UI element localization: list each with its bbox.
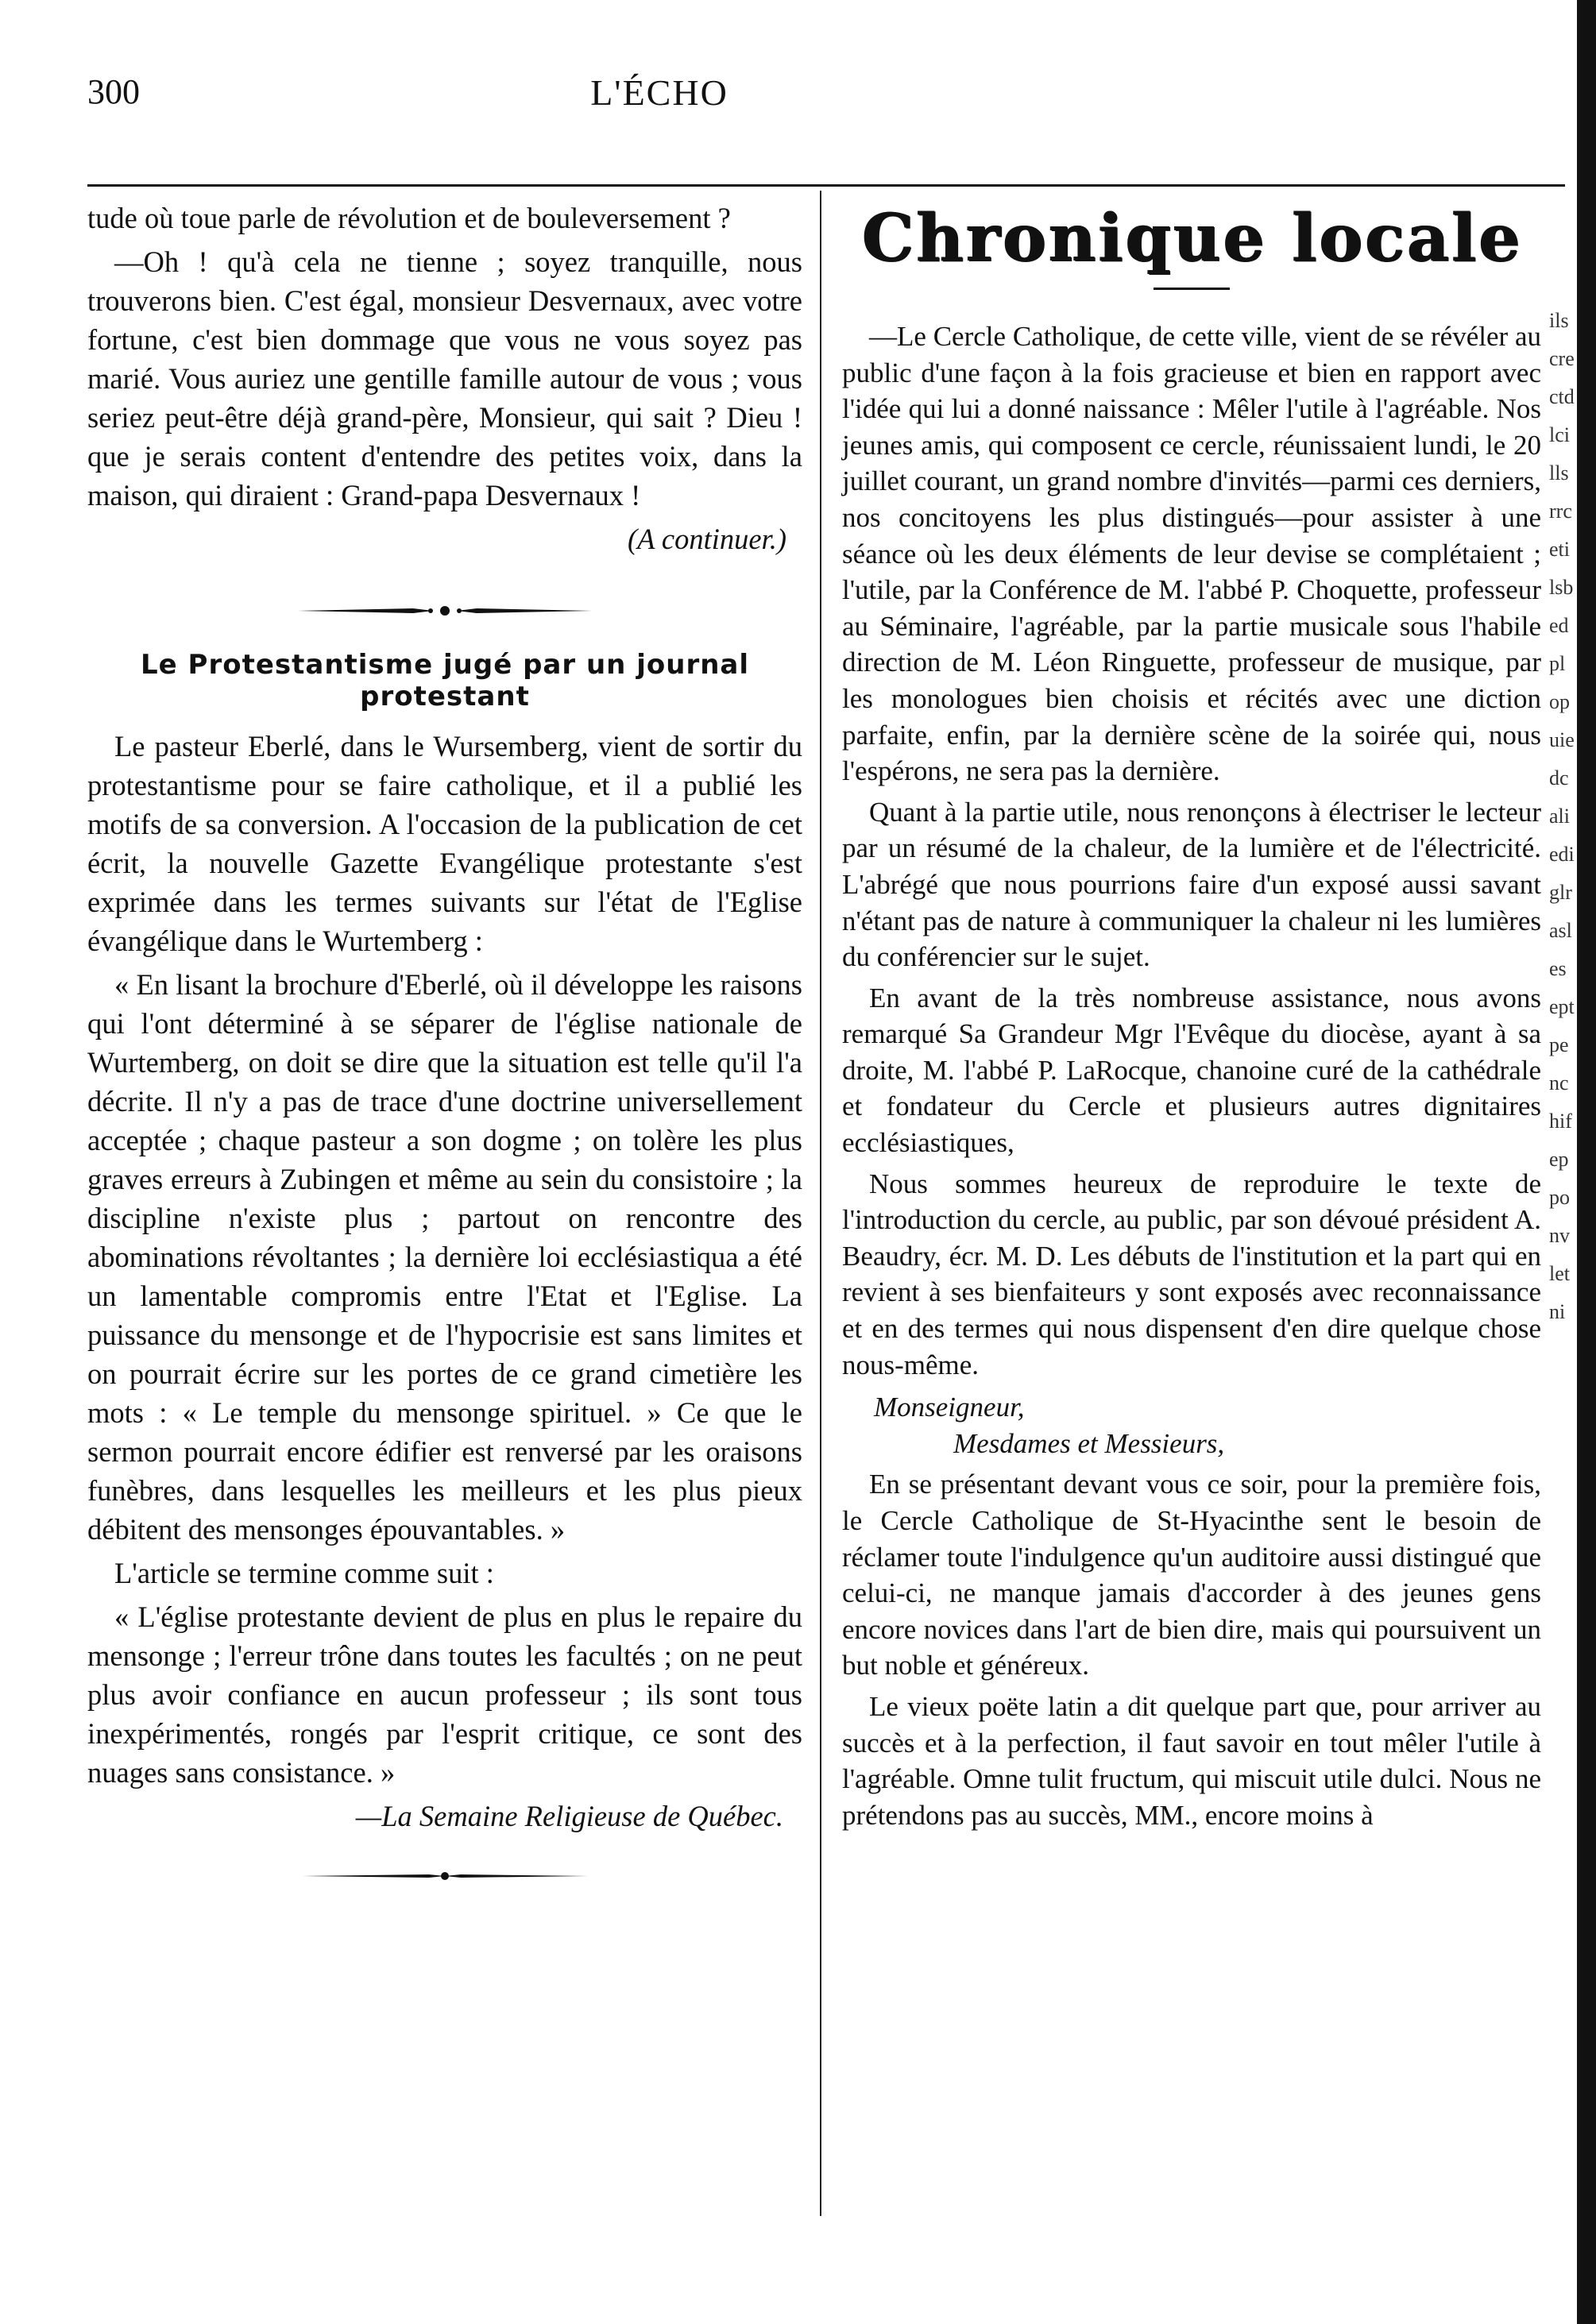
article-quote-paragraph: « En lisant la brochure d'Eberlé, où il développe les raisons qui l'ont déterminé à se séparer de l'église nationale de Wurtemberg, on doit se dire que la situation est telle qu'il l'a décrite. Il n'y a pas de trace d'une doctrine universellement acceptée ; chaque pasteur a son dogme ; on tolère les plus graves erreurs à Zubingen et même au sein du consistoire ; la discipline n'existe plus ; partout on rencontre des abominations révoltantes ; la dernière loi ecclésiastiqua a été un lamentable compromis entre l'Etat et l'Eglise. La puissance du mensonge et de l'hypocrisie est sans limites et on pourrait écrire sur les portes de ce grand cimetière les mots : « Le temple du mensonge spirituel. » Ce que le sermon pourrait encore édifier est renversé par les oraisons funèbres, dans lesquelles les meilleurs et les plus pieux débitent des mensonges épouvantables. » xyxy=(87,968,802,1546)
page-edge-shadow xyxy=(1577,0,1596,2324)
serial-text-continuation: tude où toue parle de révolution et de bouleversement ? xyxy=(87,202,731,234)
salutation-monseigneur: Monseigneur, xyxy=(874,1392,1025,1423)
serial-text-paragraph: —Oh ! qu'à cela ne tienne ; soyez tranquille, nous trouverons bien. C'est égal, monsieur Desvernaux, avec votre fortune, c'est bien dommage que vous ne vous soyez pas marié. Vous auriez une gentille famille autour de vous ; vous seriez peut-être déjà grand-père, Monsieur, qui sait ? Dieu ! que je serais content d'entendre des petites voix, dans la maison, qui diraient : Grand-papa Desvernaux ! xyxy=(87,245,802,512)
chronicle-paragraph: Quant à la partie utile, nous renonçons à électriser le lecteur par un résumé de la chaleur, de la lumière et de l'électricité. L'abrégé que nous pourrions faire d'un exposé aussi savant n'étant pas de nature à communiquer la chaleur ni les lumières du conférencier sur le sujet. xyxy=(842,796,1541,973)
section-rule xyxy=(1154,288,1230,290)
chronicle-paragraph: —Le Cercle Catholique, de cette ville, vient de se révéler au public d'une façon à la fois gracieuse et bien en rapport avec l'idée qui lui a donné naissance : Mêler l'utile à l'agréable. Nos jeunes amis, qui composent ce cercle, réunissaient lundi, le 20 juillet courant, un grand nombre d'invités—parmi ces derniers, nos concitoyens les plus distingués—pour assister à une séance où les deux éléments de leur devise se complétaient ; l'utile, par la Conférence de M. l'abbé P. Choquette, professeur au Séminaire, l'agréable, par la partie musicale sous l'habile direction de M. Léon Ringuette, professeur de musique, par les monologues bien choisis et récités avec une diction parfaite, enfin, par la dernière scène de la soirée qui, nous l'espérons, ne sera pas la dernière. xyxy=(842,321,1541,787)
left-column xyxy=(87,199,802,1870)
article-paragraph: L'article se termine comme suit : xyxy=(114,1557,494,1589)
article-quote-paragraph: « L'église protestante devient de plus en plus le repaire du mensonge ; l'erreur trône dans toutes les facultés ; on ne peut plus avoir confiance en aucun professeur ; ils sont tous inexpérimentés, rongés par l'esprit critique, ce sont des nuages sans consistance. » xyxy=(87,1600,802,1789)
continued-notice: (A continuer.) xyxy=(627,523,786,555)
page-header xyxy=(87,71,1470,127)
chronicle-paragraph: Nous sommes heureux de reproduire le texte de l'introduction du cercle, au public, par son dévoué président A. Beaudry, écr. M. D. Les débuts de l'institution et la part qui en revient à ses bienfaiteurs y sont exposés avec reconnaissance et en des termes qui nous dispensent d'en dire quelque chose nous-même. xyxy=(842,1168,1541,1380)
ornament-rule-icon xyxy=(294,1870,596,1882)
journal-title: L'ÉCHO xyxy=(590,72,728,113)
column-divider xyxy=(820,191,821,2216)
ornament-rule-icon xyxy=(294,602,596,620)
adjacent-page-fragments: ilscrectdlcillsrrcetilsbedplopuiedcaliediglrasleseptpenchifepponvletni xyxy=(1549,309,1575,1323)
article-source: —La Semaine Religieuse de Québec. xyxy=(355,1800,783,1832)
right-column xyxy=(842,199,1541,1838)
ornament-divider xyxy=(87,590,802,608)
salutation-audience: Mesdames et Messieurs, xyxy=(953,1427,1225,1459)
page-number: 300 xyxy=(87,72,140,111)
article-title: Le Protestantisme jugé par un journal protestant xyxy=(140,649,750,712)
chronicle-paragraph: En avant de la très nombreuse assistance, nous avons remarqué Sa Grandeur Mgr l'Evêque du diocèse, ayant à sa droite, M. l'abbé P. LaRocque, chanoine curé de la cathédrale et fondateur du Cercle et plusieurs autres dignitaires ecclésiastiques, xyxy=(842,982,1541,1159)
header-rule xyxy=(87,184,1565,187)
ornament-divider xyxy=(87,1853,802,1870)
article-paragraph: Le pasteur Eberlé, dans le Wursemberg, vient de sortir du protestantisme pour se faire catholique, et il a publié les motifs de sa conversion. A l'occasion de la publication de cet écrit, la nouvelle Gazette Evangélique protestante s'est exprimée dans les termes suivants sur l'état de l'Eglise évangélique dans le Wurtemberg : xyxy=(87,730,802,957)
speech-paragraph: En se présentant devant vous ce soir, pour la première fois, le Cercle Catholique de St-Hyacinthe sent le besoin de réclamer toute l'indulgence qu'un auditoire aussi distingué que celui-ci, ne manque jamais d'accorder à des jeunes gens encore novices dans l'art de bien dire, mais qui poursuivent un but noble et généreux. xyxy=(842,1469,1541,1681)
section-title: Chronique locale xyxy=(861,200,1522,276)
speech-paragraph: Le vieux poëte latin a dit quelque part que, pour arriver au succès et à la perfection, il faut savoir en tout mêler l'utile à l'agréable. Omne tulit fructum, qui miscuit utile dulci. Nous ne prétendons pas au succès, MM., encore moins à xyxy=(842,1690,1541,1831)
